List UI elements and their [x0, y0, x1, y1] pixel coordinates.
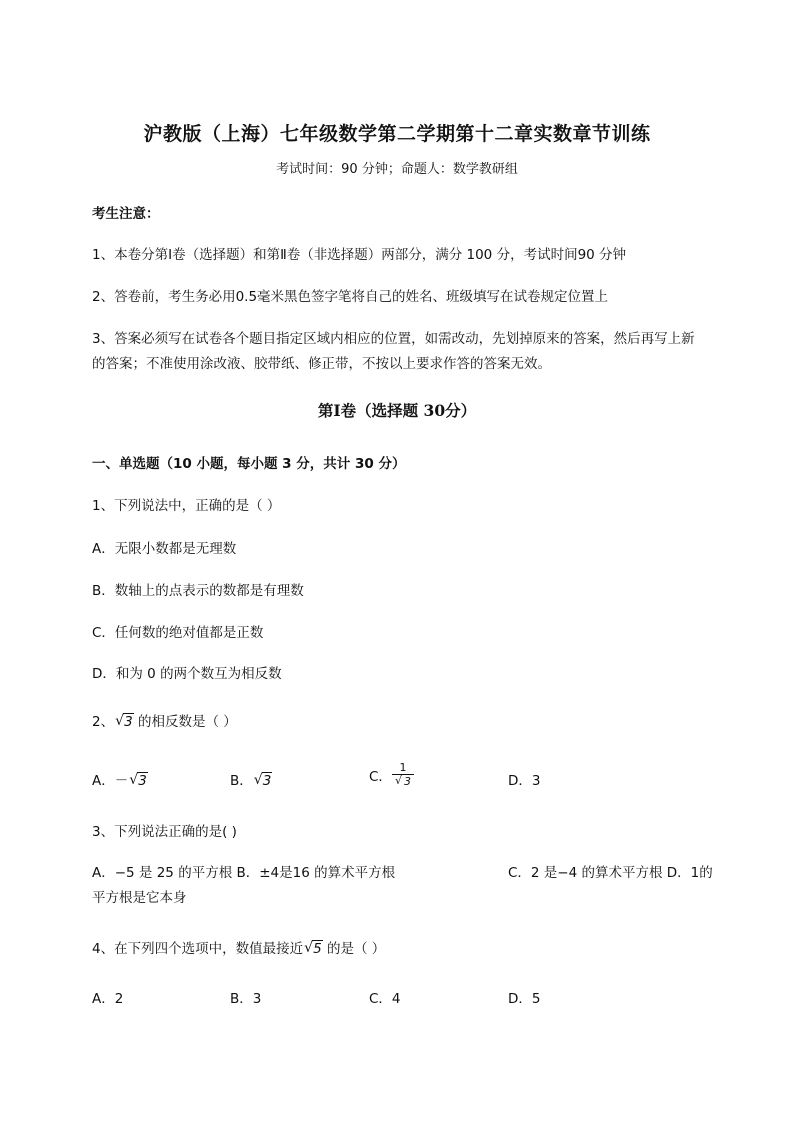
- question-2-option-a: A．－ √ 3: [92, 772, 147, 789]
- part-title: 一、单选题（10 小题，每小题 3 分，共计 30 分）: [92, 456, 406, 472]
- notice-heading: 考生注意：: [92, 206, 160, 222]
- question-3-stem: 3、下列说法正确的是( ): [92, 824, 237, 840]
- section-title: 第Ⅰ卷（选择题 30分）: [317, 401, 477, 420]
- question-3-option-d-cont: 平方根是它本身: [92, 890, 187, 906]
- sqrt-symbol: √ 5: [304, 940, 322, 957]
- notice-item-1: 1、本卷分第Ⅰ卷（选择题）和第Ⅱ卷（非选择题）两部分，满分 100 分，考试时间90 分钟: [92, 247, 627, 263]
- question-4-option-d: D．5: [508, 991, 541, 1007]
- sqrt-symbol: √ 3: [115, 713, 133, 730]
- question-4-option-a: A．2: [92, 991, 124, 1007]
- question-1-option-a: A．无限小数都是无理数: [92, 541, 237, 557]
- question-1-option-d: D．和为 0 的两个数互为相反数: [92, 666, 282, 682]
- sqrt-symbol: √ 3: [129, 772, 147, 789]
- question-4-option-b: B．3: [230, 991, 262, 1007]
- page-title: 沪教版（上海）七年级数学第二学期第十二章实数章节训练: [143, 123, 651, 145]
- notice-item-3-cont: 的答案；不准使用涂改液、胶带纸、修正带，不按以上要求作答的答案无效。: [92, 356, 551, 372]
- question-2-option-d: D．3: [508, 773, 541, 789]
- question-4-stem: 4、在下列四个选项中，数值最接近 √ 5 的是（ ）: [92, 940, 386, 957]
- question-3-options-ab: A．−5 是 25 的平方根 B．±4是16 的算术平方根: [92, 865, 396, 881]
- question-1-option-c: C．任何数的绝对值都是正数: [92, 625, 264, 641]
- question-2-option-c: C． 1 √ 3: [369, 762, 414, 788]
- question-2-option-b: B． √ 3: [230, 772, 272, 789]
- notice-item-2: 2、答卷前，考生务必用0.5毫米黑色签字笔将自己的姓名、班级填写在试卷规定位置上: [92, 289, 609, 305]
- exam-info: 考试时间：90 分钟；命题人：数学教研组: [276, 162, 518, 177]
- question-3-options-cd: C．2 是−4 的算术平方根 D．1的: [508, 865, 713, 881]
- notice-item-3: 3、答案必须写在试卷各个题目指定区域内相应的位置，如需改动，先划掉原来的答案，然后再写上新: [92, 331, 695, 347]
- question-1-stem: 1、下列说法中，正确的是（ ）: [92, 498, 281, 514]
- fraction: 1 √ 3: [392, 762, 414, 788]
- question-1-option-b: B．数轴上的点表示的数都是有理数: [92, 583, 304, 599]
- question-2-stem: 2、 √ 3 的相反数是（ ）: [92, 713, 237, 730]
- sqrt-symbol: √ 3: [253, 772, 272, 789]
- sqrt-symbol: √ 3: [394, 774, 411, 788]
- question-4-option-c: C．4: [369, 991, 401, 1007]
